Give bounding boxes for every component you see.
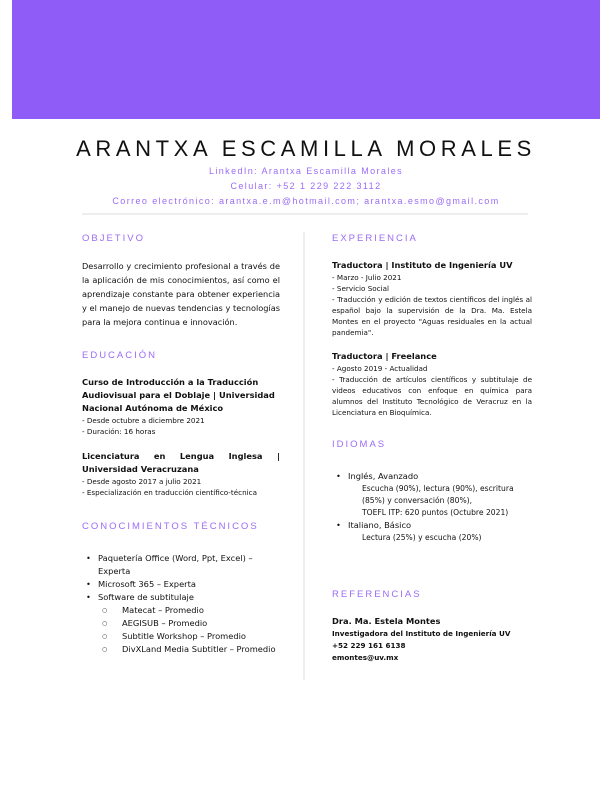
section-heading: EXPERIENCIA [332, 233, 418, 244]
header-banner [12, 0, 600, 119]
software-item: ○ DivXLand Media Subtitler – Promedio [98, 643, 280, 656]
left-column [82, 232, 280, 670]
experience-item [332, 350, 532, 418]
experience-title: Traductora | Freelance [332, 351, 437, 361]
referencias-section [332, 588, 532, 664]
educacion-section [82, 349, 280, 498]
section-heading: REFERENCIAS [332, 589, 422, 600]
candidate-name: ARANTXA ESCAMILLA MORALES [76, 136, 536, 161]
experience-detail: - Agosto 2019 - Actualidad [332, 364, 428, 373]
right-column [332, 232, 532, 678]
objetivo-text: Desarrollo y crecimiento profesional a través de la aplicación de mis conocimientos, así como el aprendizaje constante para obtener experiencia y el manejo de nuevas tendencias y tecnologías para la mejora continua e innovación. [82, 261, 280, 327]
education-detail: - Especialización en traducción científico-técnica [82, 488, 257, 497]
conocimientos-section [82, 520, 280, 656]
skill-item: • Paquetería Office (Word, Ppt, Excel) – Experta [82, 552, 280, 578]
experiencia-section [332, 232, 532, 418]
experience-detail: - Traducción de artículos científicos y subtitulaje de videos educativos con enfoque en química para alumnos del Instituto Tecnológico de Veracruz en la Licenciatura en Bioquímica. [332, 375, 532, 417]
section-heading: IDIOMAS [332, 439, 387, 450]
reference-email[interactable]: emontes@uv.mx [332, 653, 399, 662]
reference-name: Dra. Ma. Estela Montes [332, 616, 441, 626]
experience-title: Traductora | Instituto de Ingeniería UV [332, 260, 513, 270]
email[interactable]: Correo electrónico: arantxa.e.m@hotmail.com; arantxa.esmo@gmail.com [112, 196, 500, 206]
experience-detail: - Traducción y edición de textos científicos del inglés al español bajo la supervisión de la Dra. Ma. Estela Montes en el proyecto "Aguas residuales en la actual pandemia". [332, 295, 532, 337]
experience-item [332, 259, 532, 338]
divider [82, 213, 528, 215]
phone: Celular: +52 1 229 222 3112 [230, 181, 382, 191]
language-item [332, 519, 532, 544]
column-divider [303, 232, 305, 680]
experience-detail: - Marzo - Julio 2021 [332, 273, 402, 282]
language-item [332, 470, 532, 519]
language-detail: Escucha (90%), lectura (90%), escritura (85%) y conversación (80%), [362, 484, 514, 505]
section-heading: OBJETIVO [82, 233, 145, 244]
education-detail: - Desde octubre a diciembre 2021 [82, 416, 205, 425]
language-name: Italiano, Básico [348, 520, 412, 530]
skill-label: Software de subtitulaje [98, 592, 194, 602]
education-item [82, 450, 280, 498]
education-title: Curso de Introducción a la Traducción Audiovisual para el Doblaje | Universidad Nacional Autónoma de México [82, 377, 275, 413]
reference-phone: +52 229 161 6138 [332, 641, 406, 650]
experience-detail: - Servicio Social [332, 284, 390, 293]
education-detail: - Duración: 16 horas [82, 427, 156, 436]
software-item: ○ Subtitle Workshop – Promedio [98, 630, 280, 643]
idiomas-section [332, 438, 532, 544]
education-item [82, 376, 280, 437]
education-title: Licenciatura en Lengua Inglesa | Universidad Veracruzana [82, 451, 280, 474]
section-heading: EDUCACIÓN [82, 350, 158, 361]
software-item: ○ AEGISUB – Promedio [98, 617, 280, 630]
skill-item: • Microsoft 365 – Experta [82, 578, 280, 591]
objetivo-section [82, 232, 280, 329]
software-item: ○ Matecat – Promedio [98, 604, 280, 617]
language-name: Inglés, Avanzado [348, 471, 419, 481]
section-heading: CONOCIMIENTOS TÉCNICOS [82, 521, 259, 532]
linkedin-link[interactable]: LinkedIn: Arantxa Escamilla Morales [208, 166, 404, 176]
education-detail: - Desde agosto 2017 a julio 2021 [82, 477, 202, 486]
language-detail: Lectura (25%) y escucha (20%) [362, 533, 482, 542]
language-detail: TOEFL ITP: 620 puntos (Octubre 2021) [362, 508, 509, 517]
reference-role: Investigadora del Instituto de Ingeniería UV [332, 629, 511, 638]
skill-item [82, 591, 280, 656]
